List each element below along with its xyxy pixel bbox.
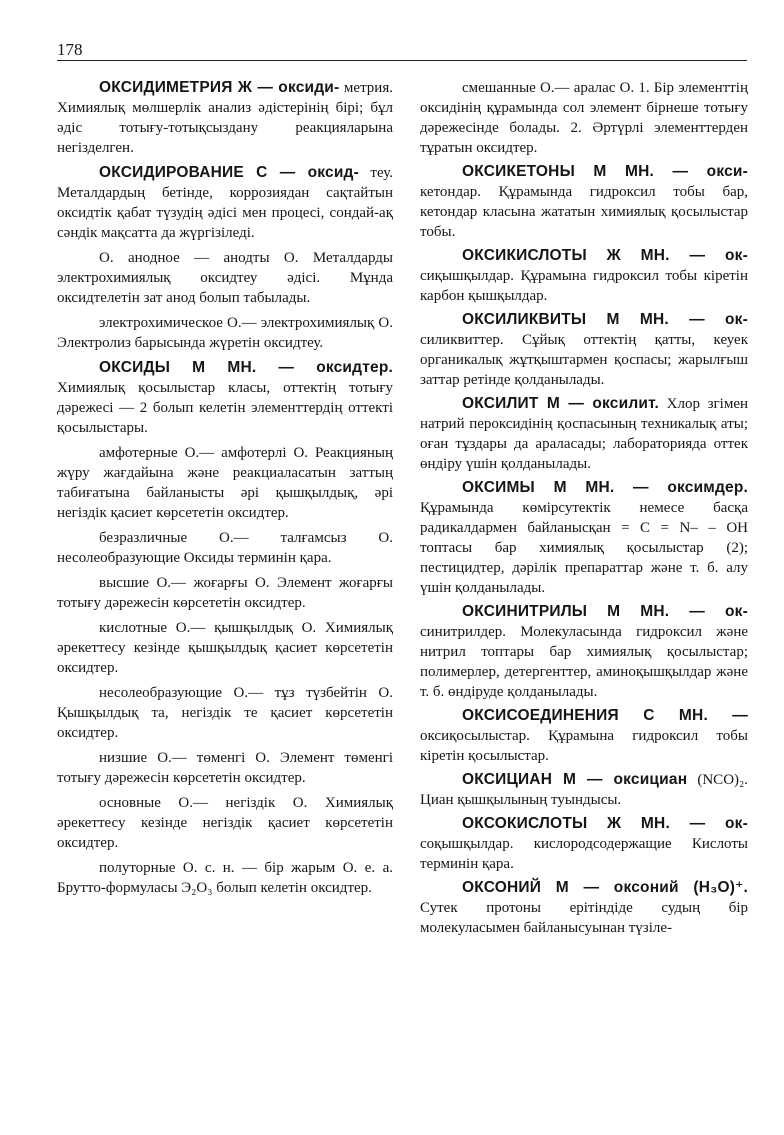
- entry-text: Сутек протоны ерітіндіде судың бір молекуласымен байланысуынан түзіле-: [420, 900, 748, 936]
- dictionary-subentry: [57, 683, 393, 743]
- dictionary-entry: [420, 814, 748, 874]
- entry-text: высшие О.— жоғарғы О. Элемент жоғарғы тотығу дәрежесін көрсететін оксидтер.: [57, 575, 393, 611]
- page-number: 178: [57, 40, 83, 59]
- entry-headword: ОКСИЦИАН М — оксициан: [462, 771, 688, 788]
- dictionary-entry: [420, 706, 748, 766]
- entry-text: кетондар. Құрамында гидроксил тобы бар, кетондар класына жататын химиялық қосылыстар тобы.: [420, 184, 748, 240]
- dictionary-entry: [420, 394, 748, 474]
- entry-text: Химиялық қосылыстар класы, оттектің тотығу дәрежесі — 2 болып келетін элементтердің оттекті қосылыстары.: [57, 380, 393, 436]
- dictionary-entry: [57, 163, 393, 243]
- entry-text: метрия. Химиялық мөлшерлік анализ әдістерінің бірі; бұл әдіс тотығу-тотықсыздану реакцияларына негізделген.: [57, 80, 393, 156]
- dictionary-entry: [420, 478, 748, 598]
- dictionary-entry: [420, 770, 748, 810]
- dictionary-subentry: [57, 313, 393, 353]
- entry-headword: ОКСОКИСЛОТЫ Ж МН. — ок-: [462, 815, 748, 832]
- entry-headword: ОКСИДИМЕТРИЯ Ж — оксиди-: [99, 79, 340, 96]
- entry-text: силиквиттер. Сұйық оттектің қатты, кеуек органикалық жұтқыштармен қоспасы; жарылғыш заттар ретінде қолданылады.: [420, 332, 748, 388]
- entry-headword: ОКСОНИЙ М — оксоний (H₃O)⁺.: [462, 879, 748, 896]
- dictionary-entry: [420, 310, 748, 390]
- entry-headword: ОКСИЛИКВИТЫ М МН. — ок-: [462, 311, 748, 328]
- dictionary-entry: [420, 246, 748, 306]
- dictionary-subentry: [57, 858, 393, 898]
- entry-text: О. анодное — анодты О. Металдарды электрохимиялық оксидтеу әдісі. Мұнда оксидтелетін зат анод болып табылады.: [57, 250, 393, 306]
- entry-headword: ОКСИДИРОВАНИЕ С — оксид-: [99, 164, 359, 181]
- entry-text: полуторные О. с. н. — бір жарым О. е. а. Брутто-формуласы Э₂О₃ болып келетін оксидтер.: [57, 860, 393, 896]
- dictionary-subentry: [420, 78, 748, 158]
- entry-headword: ОКСИНИТРИЛЫ М МН. — ок-: [462, 603, 748, 620]
- dictionary-subentry: [57, 618, 393, 678]
- dictionary-entry: [57, 78, 393, 158]
- entry-text: смешанные О.— аралас О. 1. Бір элементтің оксидінің құрамында сол элемент бірнеше тотығу дәрежесінде болады. 2. Әртүрлі элементтерден тұратын оксидтер.: [420, 80, 748, 156]
- dictionary-subentry: [57, 528, 393, 568]
- left-column: [57, 78, 393, 903]
- dictionary-subentry: [57, 443, 393, 523]
- entry-text: теу. Металдардың бетінде, коррозиядан сақтайтын оксидтік қабат түзудің әдісі мен процесі, сондай-ақ сәндік мақсатта да жүргізіледі.: [57, 165, 393, 241]
- right-column: [420, 78, 748, 942]
- entry-text: электрохимическое О.— электрохимиялық О. Электролиз барысында жүретін оксидтеу.: [57, 315, 393, 351]
- entry-text: несолеобразующие О.— тұз түзбейтін О. Қышқылдық та, негіздік те қасиет көрсететін оксидтер.: [57, 685, 393, 741]
- entry-text: Құрамында көмірсутектік немесе басқа радикалдармен байланысқан = C = N– – OH топтасы бар химиялық қосылыстар (2); пестицидтер, дәрілік препараттар және т. б. алу үшін қолданылады.: [420, 500, 748, 596]
- entry-text: основные О.— негіздік О. Химиялық әрекеттесу кезінде негіздік қасиет көрсететін оксидтер.: [57, 795, 393, 851]
- entry-text: синитрилдер. Молекуласында гидроксил және нитрил топтары бар химиялық қосылыстар; полимерлер, детергенттер, аминоқышқылдар және т. б. өндіруде қолданылады.: [420, 624, 748, 700]
- dictionary-subentry: [57, 793, 393, 853]
- entry-text: (NCO)₂. Циан қышқылының туындысы.: [420, 772, 748, 808]
- entry-headword: ОКСИКЕТОНЫ М МН. — окси-: [462, 163, 748, 180]
- dictionary-entry: [420, 878, 748, 938]
- entry-text: безразличные О.— талғамсыз О. несолеобразующие Оксиды терминін қара.: [57, 530, 393, 566]
- dictionary-subentry: [57, 748, 393, 788]
- entry-headword: ОКСИЛИТ М — оксилит.: [462, 395, 660, 412]
- entry-text: амфотерные О.— амфотерлі О. Реакцияның жүру жағдайына және реакциаласатын заттың табиғатына байланысты әрі қышқылдық, әрі негіздік қасиет көрсететін оксидтер.: [57, 445, 393, 521]
- header-rule: [57, 60, 747, 61]
- entry-text: сиқышқылдар. Құрамына гидроксил тобы кіретін карбон қышқылдар.: [420, 268, 748, 304]
- dictionary-subentry: [57, 573, 393, 613]
- dictionary-entry: [420, 162, 748, 242]
- entry-text: оксиқосылыстар. Құрамына гидроксил тобы кіретін қосылыстар.: [420, 728, 748, 764]
- dictionary-subentry: [57, 248, 393, 308]
- entry-headword: ОКСИКИСЛОТЫ Ж МН. — ок-: [462, 247, 748, 264]
- dictionary-entry: [420, 602, 748, 702]
- entry-headword: ОКСИМЫ М МН. — оксимдер.: [462, 479, 748, 496]
- entry-headword: ОКСИСОЕДИНЕНИЯ С МН. —: [462, 707, 748, 724]
- entry-headword: ОКСИДЫ М МН. — оксидтер.: [99, 359, 393, 376]
- entry-text: низшие О.— төменгі О. Элемент төменгі тотығу дәрежесін көрсететін оксидтер.: [57, 750, 393, 786]
- dictionary-entry: [57, 358, 393, 438]
- entry-text: Хлор згімен натрий пероксидінің қоспасының техникалық аты; оған тұздары да араласады; лабораторияда оттек өндіру үшін қолданылады.: [420, 396, 749, 472]
- entry-text: соқышқылдар. кислородсодержащие Кислоты терминін қара.: [420, 836, 748, 872]
- entry-text: кислотные О.— қышқылдық О. Химиялық әрекеттесу кезінде қышқылдық қасиет көрсететін оксидтер.: [57, 620, 393, 676]
